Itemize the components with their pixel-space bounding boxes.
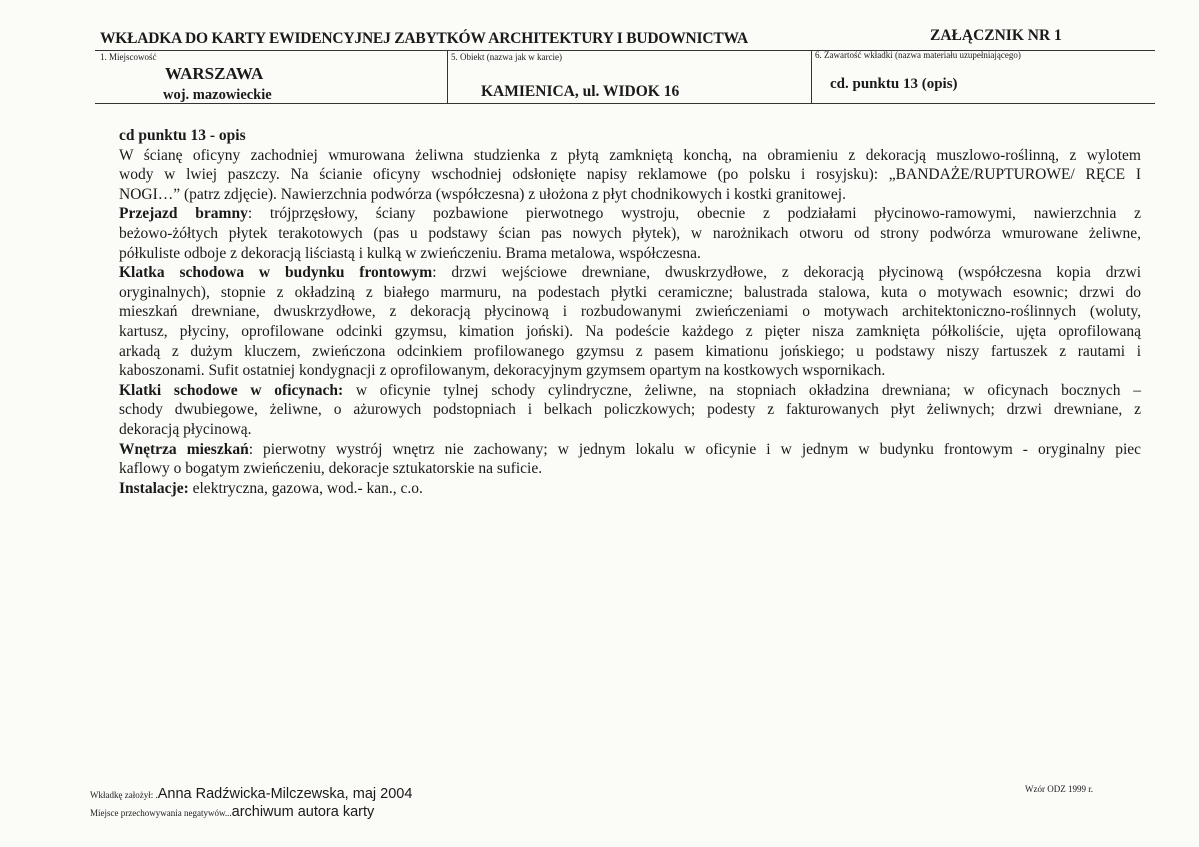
form-title: WKŁADKA DO KARTY EWIDENCYJNEJ ZABYTKÓW ARCHITEKTURY I BUDOWNICTWA [100, 30, 749, 47]
description-line [119, 440, 1141, 460]
line-text: kaflowy o bogatym zwieńczeniu, dekoracje sztukatorskie na suficie. [119, 460, 543, 478]
annex-number: ZAŁĄCZNIK NR 1 [930, 27, 1062, 44]
line-text: oryginalnych), stopnie z okładziną z białego marmuru, na podestach płytki ceramiczne; balustrada stalowa, kuta o motywach esownic; drzwi do [119, 283, 1141, 301]
description-line [119, 165, 1141, 185]
description-line [119, 479, 1141, 499]
description-line [119, 283, 1141, 303]
line-text: arkadą z dużym kluczem, zwieńczona odcinkiem profilowanego gzymsu z pasem kimationu jońskiego; u podstawy niszy fartuszek z rautami i [119, 342, 1141, 360]
description-line [119, 224, 1141, 244]
description-line [119, 204, 1141, 224]
line-text: kaboszonami. Sufit ostatniej kondygnacji z oprofilowanym, dekoracyjnym gzymsem opartym na kostkowych wspornikach. [119, 362, 886, 380]
section-lead: Przejazd bramny [119, 205, 248, 223]
line-text: beżowo-żółtych płytek terakotowych (pas u podstawy ścian pas nowych płytek), w narożnikach otworu od strony podwórza wmurowane żeliwne, [119, 224, 1141, 242]
description-line [119, 302, 1141, 322]
line-text: : drzwi wejściowe drewniane, dwuskrzydłowe, z dekoracją płycinową (współczesna kopia drzwi [432, 264, 1141, 282]
storage-value: archiwum autora karty [231, 804, 375, 820]
line-text: półkuliste odboje z dekoracją liściastą i kulką w zwieńczeniu. Brama metalowa, współczesna. [119, 244, 701, 262]
line-text: w oficynie tylnej schody cylindryczne, żeliwne, na stopniach okładzina drewniana; w oficynach bocznych – [343, 381, 1142, 399]
line-text: : pierwotny wystrój wnętrz nie zachowany; w jednym lokalu w oficynie i w jednym w budynku frontowym - oryginalny piec [248, 440, 1142, 458]
description-heading: cd punktu 13 - opis [119, 127, 246, 144]
line-text: mieszkań drewniane, dwuskrzydłowe, z dekoracją płycinową i rozbudowanymi zwieńczeniami o motywach architektoniczno-roślinnych (woluty, [119, 303, 1141, 321]
locality-region: woj. mazowieckie [163, 87, 272, 103]
description-body [119, 126, 1141, 498]
line-text: schody dwubiegowe, żeliwne, o ażurowych podstopniach i belkach policzkowych; podesty z fakturowanych płyt żeliwnych; drzwi drewniane, z [119, 401, 1141, 419]
storage-label: Miejsce przechowywania negatywów... [90, 808, 232, 818]
locality-city: WARSZAWA [165, 64, 264, 83]
object-name: KAMIENICA, ul. WIDOK 16 [481, 83, 680, 100]
locality-label: 1. Miejscowość [100, 52, 157, 62]
section-lead: Klatki schodowe w oficynach: [119, 381, 344, 399]
section-lead: Instalacje: [119, 479, 189, 497]
column-divider [447, 50, 448, 103]
description-line [119, 400, 1141, 420]
description-line [119, 361, 1141, 381]
description-line [119, 146, 1141, 166]
description-line [119, 420, 1141, 440]
line-text: NOGI…” (patrz zdjęcie). Nawierzchnia podwórza (współczesna) z ułożona z płyt chodnikowych i kostki granitowej. [119, 185, 846, 203]
description-line [119, 459, 1141, 479]
line-text: kartusz, płyciny, oprofilowane odcinki gzymsu, kimation joński). Na podeście każdego z pięter nisza zamknięta półkoliście, ujęta oprofilowaną [119, 322, 1141, 340]
description-line [119, 381, 1141, 401]
line-text: elektryczna, gazowa, wod.- kan., c.o. [188, 479, 423, 497]
description-line [119, 263, 1141, 283]
author-label: Wkładkę założył: . [90, 790, 158, 800]
author-line [90, 785, 412, 803]
line-text: wody w lwiej paszczy. Na ścianie oficyny wschodniej odsłonięte napisy reklamowe (po polsku i rosyjsku): „BANDAŻE/RUPTUROWE/ RĘCE I [119, 166, 1141, 184]
section-lead: Wnętrza mieszkań [119, 440, 249, 458]
description-line [119, 342, 1141, 362]
line-text: dekoracją płycinową. [119, 420, 252, 438]
column-divider [811, 50, 812, 103]
contents-label: 6. Zawartość wkładki (nazwa materiału uzupełniającego) [815, 50, 1021, 60]
storage-line [90, 803, 374, 821]
description-line [119, 244, 1141, 264]
section-lead: Klatka schodowa w budynku frontowym [119, 264, 433, 282]
author-value: Anna Radźwicka-Milczewska, maj 2004 [157, 786, 413, 802]
description-line [119, 185, 1141, 205]
contents-value: cd. punktu 13 (opis) [830, 76, 958, 92]
line-text: W ścianę oficyny zachodniej wmurowana żeliwna studzienka z płytą zamkniętą konchą, na obramieniu z dekoracją muszlowo-roślinną, z wylotem [119, 146, 1141, 164]
object-label: 5. Obiekt (nazwa jak w karcie) [451, 52, 562, 62]
template-version: Wzór ODZ 1999 r. [1025, 784, 1093, 794]
line-text: : trójprzęsłowy, ściany pozbawione pierwotnego wystroju, obecnie z podziałami płycinowo-ramowymi, nawierzchnia z [247, 205, 1141, 223]
description-line [119, 322, 1141, 342]
